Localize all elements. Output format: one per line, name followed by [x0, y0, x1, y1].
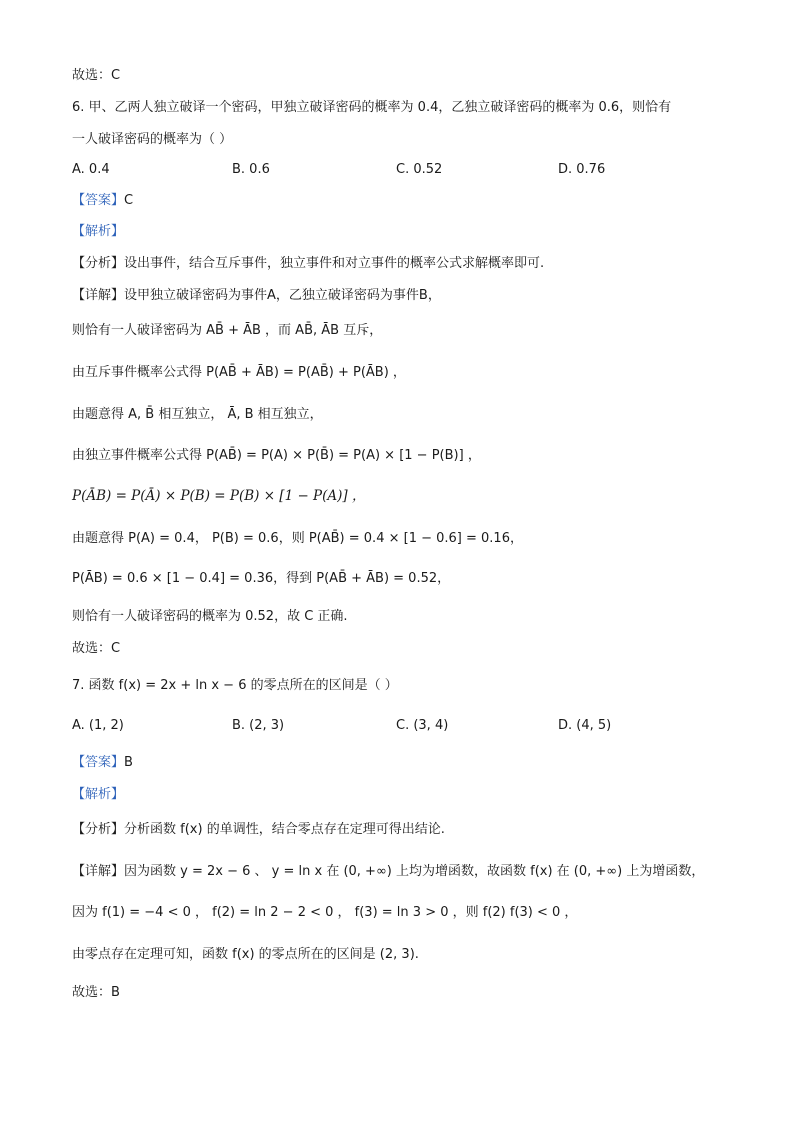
q6-option-c: C. 0.52: [396, 162, 443, 177]
detail-head: 【详解】: [72, 288, 125, 303]
analysis-text: 分析函数 f(x) 的单调性，结合零点存在定理可得出结论.: [124, 822, 445, 837]
q7-stem: 7. 函数 f(x) = 2x + ln x − 6 的零点所在的区间是（ ）: [72, 678, 398, 693]
answer-value: B: [124, 755, 133, 770]
detail-text: 因为函数 y = 2x − 6 、 y = ln x 在 (0, +∞) 上均为增函数，故函数 f(x) 在 (0, +∞) 上为增函数，: [124, 864, 705, 879]
q6-detail-line-8: P(ĀB) = 0.6 × [1 − 0.4] = 0.36，得到 P(AB̄ + ĀB) = 0.52，: [72, 571, 451, 586]
q6-detail-line-3: 由互斥事件概率公式得 P(AB̄ + ĀB) = P(AB̄) + P(ĀB) ，: [72, 365, 406, 380]
analysis-head: 【分析】: [72, 256, 125, 271]
q6-detail-line-4: 由题意得 A, B̄ 相互独立， Ā, B 相互独立，: [72, 407, 323, 422]
q7-option-a: A. (1, 2): [72, 718, 124, 733]
q7-analysis: [72, 820, 445, 840]
q6-analysis: [72, 254, 544, 274]
q6-stem-line1: 6. 甲、乙两人独立破译一个密码，甲独立破译密码的概率为 0.4，乙独立破译密码的概率为 0.6，则恰有: [72, 100, 672, 115]
answer-label: 【答案】: [72, 193, 125, 208]
q7-option-c: C. (3, 4): [396, 718, 449, 733]
q7-analysis-label: 【解析】: [72, 787, 125, 802]
q6-detail-line-9: 则恰有一人破译密码的概率为 0.52，故 C 正确.: [72, 609, 348, 624]
answer-label: 【答案】: [72, 755, 125, 770]
q7-detail-line-1: [72, 862, 704, 882]
q6-detail-line-6: P(ĀB) = P(Ā) × P(B) = P(B) × [1 − P(A)] ，: [72, 488, 366, 504]
q6-detail-line-7: 由题意得 P(A) = 0.4， P(B) = 0.6，则 P(AB̄) = 0.4 × [1 − 0.6] = 0.16，: [72, 531, 523, 546]
detail-head: 【详解】: [72, 864, 125, 879]
q7-option-b: B. (2, 3): [232, 718, 285, 733]
q7-detail-line-4: 故选：B: [72, 985, 120, 1000]
q6-option-a: A. 0.4: [72, 162, 110, 177]
q6-option-b: B. 0.6: [232, 162, 270, 177]
q6-detail-line-2: 则恰有一人破译密码为 AB̄ + ĀB ，而 AB̄, ĀB 互斥，: [72, 323, 383, 338]
q6-stem-line2: 一人破译密码的概率为（ ）: [72, 132, 233, 147]
analysis-head: 【分析】: [72, 822, 125, 837]
q5-answer-line: 故选：C: [72, 68, 121, 83]
q7-detail-line-2: 因为 f(1) = −4 < 0 ， f(2) = ln 2 − 2 < 0 ， f(3) = ln 3 > 0 ，则 f(2) f(3) < 0 ，: [72, 905, 578, 920]
q6-option-d: D. 0.76: [558, 162, 606, 177]
detail-text: 设甲独立破译密码为事件A，乙独立破译密码为事件B，: [124, 288, 441, 303]
analysis-text: 设出事件，结合互斥事件，独立事件和对立事件的概率公式求解概率即可.: [124, 256, 545, 271]
q7-option-d: D. (4, 5): [558, 718, 612, 733]
q7-answer: [72, 753, 133, 773]
q6-detail-line-10: 故选：C: [72, 641, 121, 656]
q6-answer: [72, 191, 133, 211]
q6-analysis-label: 【解析】: [72, 224, 125, 239]
q6-detail-line-5: 由独立事件概率公式得 P(AB̄) = P(A) × P(B̄) = P(A) × [1 − P(B)] ，: [72, 448, 481, 463]
q7-detail-line-3: 由零点存在定理可知，函数 f(x) 的零点所在的区间是 (2, 3).: [72, 947, 419, 962]
answer-value: C: [124, 193, 134, 208]
q6-detail-line-1: [72, 286, 441, 306]
